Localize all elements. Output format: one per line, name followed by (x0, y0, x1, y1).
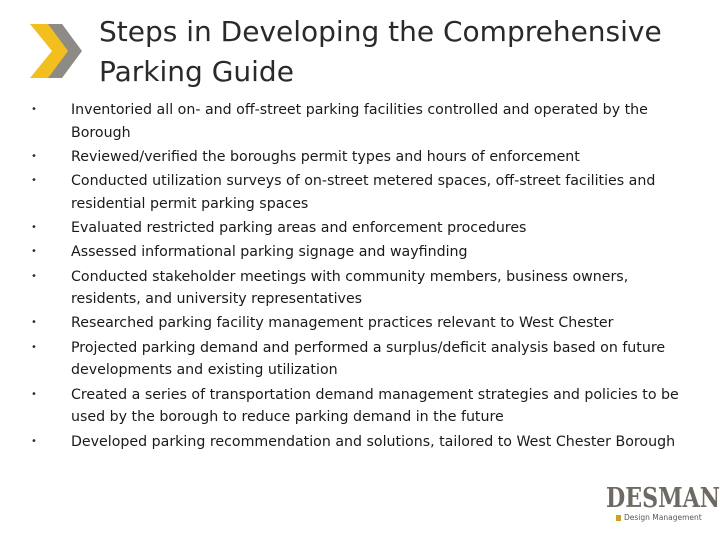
bullet-text: Reviewed/verified the boroughs permit types and hours of enforcement (71, 148, 580, 165)
bullet-text: Developed parking recommendation and solutions, tailored to West Chester Borough (71, 433, 676, 450)
bullet-dot-icon: • (31, 150, 37, 162)
bullet-item (0, 217, 720, 240)
bullet-item (0, 431, 720, 454)
bullet-text: Projected parking demand and performed a surplus/deficit analysis based on future developments and existing utilization (71, 339, 666, 379)
bullet-dot-icon: • (31, 222, 37, 234)
brand-accent-bar (616, 515, 621, 521)
bullet-text: Inventoried all on- and off-street parking facilities controlled and operated by the Borough (71, 102, 648, 141)
chevron-right-icon (28, 22, 84, 80)
bullet-list (0, 99, 720, 455)
bullet-item (0, 312, 720, 335)
bullet-item (0, 170, 720, 215)
bullet-dot-icon: • (31, 175, 37, 187)
bullet-item (0, 99, 720, 144)
title-line-2: Parking Guide (99, 55, 294, 88)
bullet-dot-icon: • (31, 270, 37, 282)
bullet-item (0, 337, 720, 382)
bullet-text: Conducted stakeholder meetings with community members, business owners, residents, and university representatives (71, 268, 629, 308)
brand-name: DESMAN (606, 483, 720, 514)
bullet-dot-icon: • (31, 435, 37, 447)
title-line-1: Steps in Developing the Comprehensive (99, 15, 662, 48)
bullet-item (0, 241, 720, 264)
bullet-dot-icon: • (31, 104, 37, 115)
bullet-dot-icon: • (31, 388, 37, 400)
bullet-text: Conducted utilization surveys of on-street metered spaces, off-street facilities and residential permit parking spaces (71, 173, 656, 212)
bullet-dot-icon: • (31, 246, 37, 258)
bullet-item (0, 146, 720, 169)
bullet-dot-icon: • (31, 317, 37, 329)
brand-subtitle: Design Management (624, 513, 702, 522)
page-title (99, 12, 699, 92)
desman-logo (606, 483, 720, 528)
bullet-text: Researched parking facility management practices relevant to West Chester (71, 315, 614, 332)
bullet-text: Evaluated restricted parking areas and enforcement procedures (71, 220, 527, 237)
bullet-text: Created a series of transportation demand management strategies and policies to be used by the borough to reduce parking demand in the future (71, 386, 679, 426)
bullet-text: Assessed informational parking signage and wayfinding (71, 244, 468, 261)
bullet-item (0, 266, 720, 311)
bullet-dot-icon: • (31, 341, 37, 353)
bullet-item (0, 384, 720, 429)
